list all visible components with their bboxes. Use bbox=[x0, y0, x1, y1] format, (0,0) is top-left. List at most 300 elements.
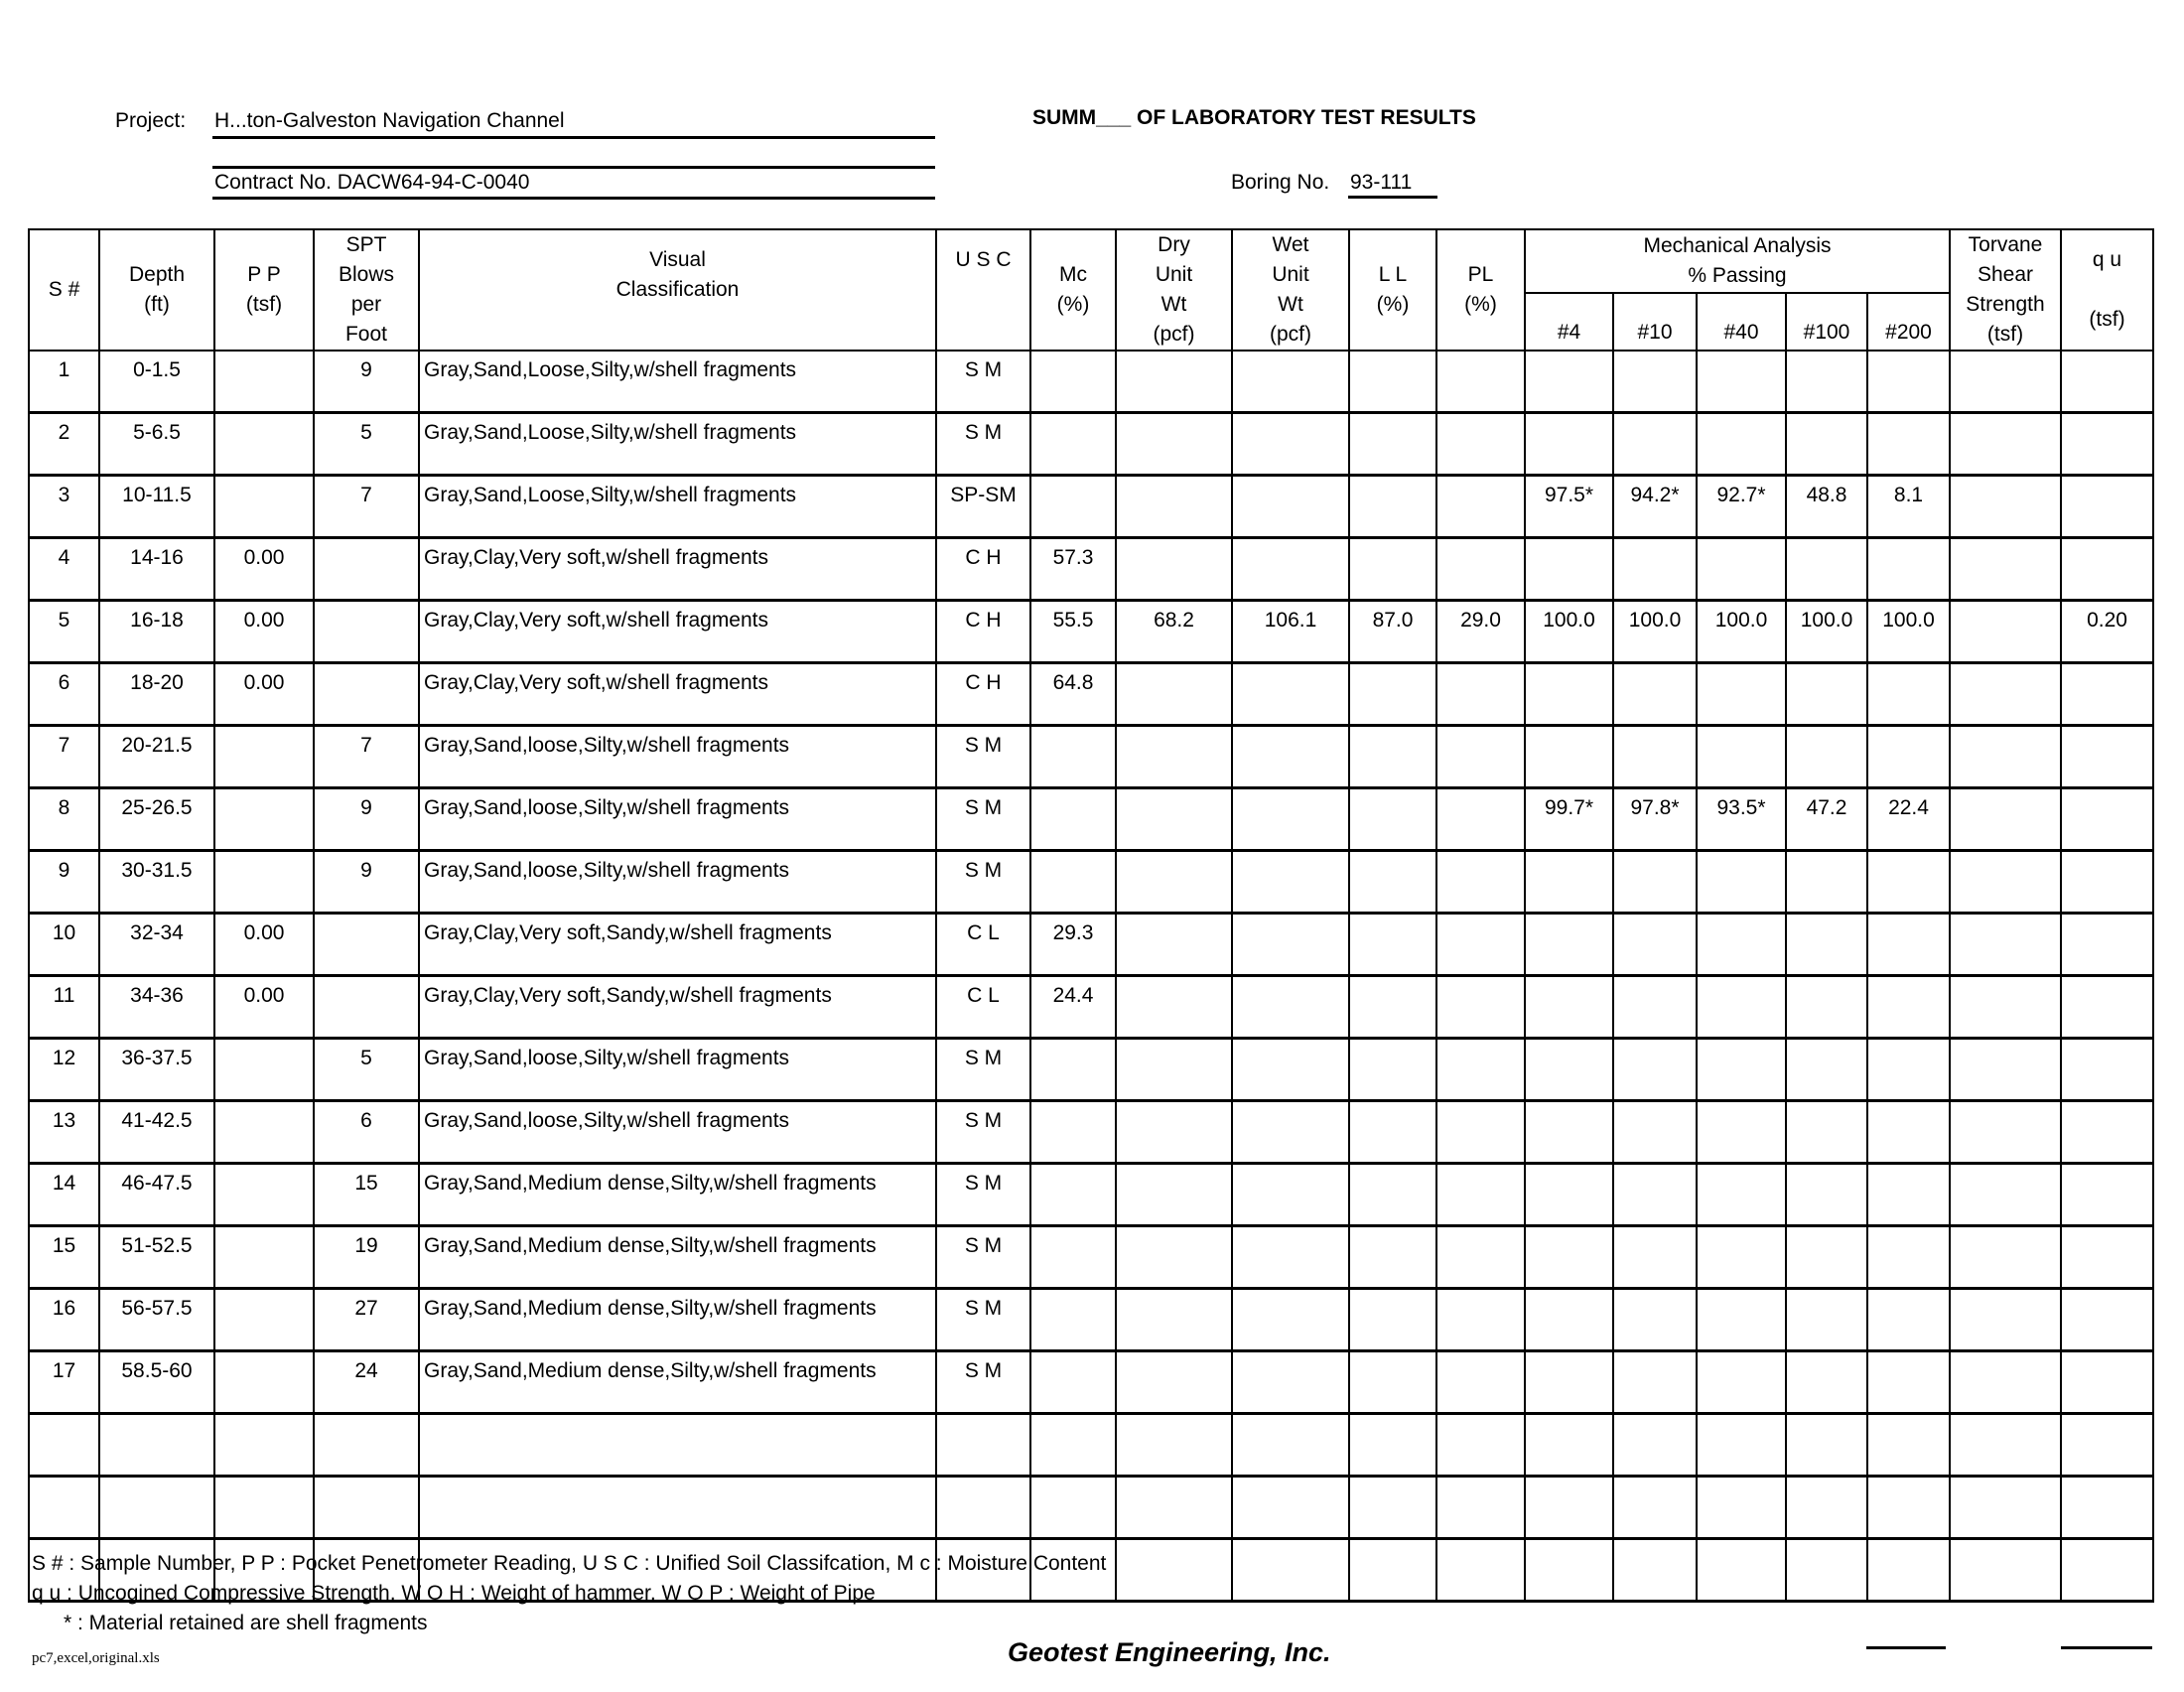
cell-wet-unit-wt: 106.1 bbox=[1232, 601, 1349, 663]
cell-passing-10: 94.2* bbox=[1613, 476, 1697, 538]
source-filename: pc7,excel,original.xls bbox=[32, 1650, 160, 1666]
col-header-dry-unit-wt: Dry Unit Wt (pcf) bbox=[1116, 229, 1232, 351]
cell-spt-blows: 27 bbox=[314, 1289, 419, 1351]
cell-liquid-limit bbox=[1349, 976, 1436, 1039]
table-row bbox=[29, 351, 2153, 413]
cell-moisture-content bbox=[1030, 726, 1116, 788]
cell-wet-unit-wt bbox=[1232, 476, 1349, 538]
col-header-sieve-10: #10 bbox=[1613, 293, 1697, 351]
cell-passing-40 bbox=[1697, 1414, 1786, 1477]
cell-liquid-limit bbox=[1349, 351, 1436, 413]
cell-passing-40 bbox=[1697, 1351, 1786, 1414]
cell-dry-unit-wt bbox=[1116, 788, 1232, 851]
cell-pocket-penetrometer: 0.00 bbox=[214, 663, 314, 726]
cell-passing-10 bbox=[1613, 413, 1697, 476]
table-row bbox=[29, 1414, 2153, 1477]
cell-passing-200 bbox=[1867, 351, 1950, 413]
cell-torvane-shear bbox=[1950, 538, 2061, 601]
cell-wet-unit-wt bbox=[1232, 788, 1349, 851]
cell-passing-100 bbox=[1786, 663, 1867, 726]
cell-passing-200 bbox=[1867, 663, 1950, 726]
cell-passing-200 bbox=[1867, 1164, 1950, 1226]
cell-pocket-penetrometer bbox=[214, 851, 314, 914]
cell-liquid-limit bbox=[1349, 914, 1436, 976]
cell-moisture-content bbox=[1030, 1414, 1116, 1477]
cell-qu bbox=[2061, 538, 2153, 601]
cell-dry-unit-wt bbox=[1116, 1414, 1232, 1477]
cell-visual-classification: Gray,Clay,Very soft,Sandy,w/shell fragments bbox=[419, 914, 936, 976]
cell-passing-100 bbox=[1786, 413, 1867, 476]
cell-depth: 10-11.5 bbox=[99, 476, 214, 538]
cell-dry-unit-wt bbox=[1116, 351, 1232, 413]
cell-passing-200 bbox=[1867, 851, 1950, 914]
cell-passing-200: 22.4 bbox=[1867, 788, 1950, 851]
cell-passing-10 bbox=[1613, 914, 1697, 976]
cell-passing-100 bbox=[1786, 851, 1867, 914]
cell-liquid-limit bbox=[1349, 1289, 1436, 1351]
cell-qu bbox=[2061, 1351, 2153, 1414]
cell-visual-classification: Gray,Sand,Loose,Silty,w/shell fragments bbox=[419, 476, 936, 538]
cell-passing-4 bbox=[1525, 1164, 1613, 1226]
cell-plastic-limit bbox=[1436, 1539, 1525, 1602]
cell-pocket-penetrometer bbox=[214, 1414, 314, 1477]
cell-wet-unit-wt bbox=[1232, 1351, 1349, 1414]
cell-passing-10 bbox=[1613, 1414, 1697, 1477]
table-row bbox=[29, 1164, 2153, 1226]
cell-spt-blows: 5 bbox=[314, 413, 419, 476]
col-header-usc: U S C bbox=[936, 229, 1030, 351]
cell-moisture-content bbox=[1030, 351, 1116, 413]
cell-sample-number bbox=[29, 1414, 99, 1477]
cell-sample-number: 14 bbox=[29, 1164, 99, 1226]
cell-wet-unit-wt bbox=[1232, 851, 1349, 914]
cell-plastic-limit bbox=[1436, 351, 1525, 413]
cell-pocket-penetrometer bbox=[214, 726, 314, 788]
table-row bbox=[29, 1351, 2153, 1414]
project-value: H...ton-Galveston Navigation Channel bbox=[214, 109, 565, 132]
cell-qu bbox=[2061, 1289, 2153, 1351]
cell-qu bbox=[2061, 663, 2153, 726]
cell-visual-classification: Gray,Sand,Medium dense,Silty,w/shell fragments bbox=[419, 1351, 936, 1414]
cell-moisture-content: 24.4 bbox=[1030, 976, 1116, 1039]
cell-plastic-limit bbox=[1436, 1226, 1525, 1289]
cell-dry-unit-wt bbox=[1116, 1477, 1232, 1539]
cell-plastic-limit bbox=[1436, 788, 1525, 851]
cell-passing-100 bbox=[1786, 1164, 1867, 1226]
boring-number: 93-111 bbox=[1350, 171, 1413, 194]
cell-passing-100: 47.2 bbox=[1786, 788, 1867, 851]
contract-underline bbox=[212, 197, 935, 200]
cell-pocket-penetrometer bbox=[214, 476, 314, 538]
cell-wet-unit-wt bbox=[1232, 1477, 1349, 1539]
cell-passing-200 bbox=[1867, 976, 1950, 1039]
table-row bbox=[29, 1039, 2153, 1101]
cell-dry-unit-wt bbox=[1116, 663, 1232, 726]
cell-passing-100 bbox=[1786, 1414, 1867, 1477]
cell-dry-unit-wt bbox=[1116, 538, 1232, 601]
cell-liquid-limit bbox=[1349, 1351, 1436, 1414]
cell-liquid-limit bbox=[1349, 413, 1436, 476]
cell-passing-100 bbox=[1786, 1289, 1867, 1351]
cell-visual-classification bbox=[419, 1414, 936, 1477]
col-header-qu: q u (tsf) bbox=[2061, 229, 2153, 351]
cell-visual-classification: Gray,Clay,Very soft,w/shell fragments bbox=[419, 538, 936, 601]
cell-liquid-limit: 87.0 bbox=[1349, 601, 1436, 663]
cell-passing-10: 97.8* bbox=[1613, 788, 1697, 851]
cell-passing-100 bbox=[1786, 351, 1867, 413]
cell-dry-unit-wt bbox=[1116, 1289, 1232, 1351]
cell-pocket-penetrometer bbox=[214, 1477, 314, 1539]
cell-passing-40 bbox=[1697, 1164, 1786, 1226]
cell-passing-200 bbox=[1867, 538, 1950, 601]
table-row bbox=[29, 538, 2153, 601]
table-row bbox=[29, 851, 2153, 914]
cell-passing-200 bbox=[1867, 1414, 1950, 1477]
cell-usc: S M bbox=[936, 413, 1030, 476]
cell-passing-200 bbox=[1867, 1351, 1950, 1414]
cell-passing-4 bbox=[1525, 1039, 1613, 1101]
cell-liquid-limit bbox=[1349, 476, 1436, 538]
cell-plastic-limit bbox=[1436, 976, 1525, 1039]
cell-pocket-penetrometer: 0.00 bbox=[214, 538, 314, 601]
col-header-visual: Visual Classification bbox=[419, 229, 936, 351]
cell-qu: 0.20 bbox=[2061, 601, 2153, 663]
cell-plastic-limit bbox=[1436, 1164, 1525, 1226]
cell-spt-blows bbox=[314, 601, 419, 663]
cell-qu bbox=[2061, 788, 2153, 851]
cell-passing-4 bbox=[1525, 1226, 1613, 1289]
cell-passing-10 bbox=[1613, 726, 1697, 788]
cell-depth: 51-52.5 bbox=[99, 1226, 214, 1289]
cell-qu bbox=[2061, 476, 2153, 538]
boring-underline bbox=[1348, 196, 1437, 199]
col-header-mc: Mc (%) bbox=[1030, 229, 1116, 351]
table-row bbox=[29, 663, 2153, 726]
cell-usc bbox=[936, 1414, 1030, 1477]
cell-torvane-shear bbox=[1950, 788, 2061, 851]
cell-usc: S M bbox=[936, 1351, 1030, 1414]
cell-depth bbox=[99, 1414, 214, 1477]
cell-passing-4 bbox=[1525, 914, 1613, 976]
cell-torvane-shear bbox=[1950, 726, 2061, 788]
cell-passing-40 bbox=[1697, 1101, 1786, 1164]
cell-passing-40 bbox=[1697, 1226, 1786, 1289]
cell-passing-200 bbox=[1867, 1039, 1950, 1101]
cell-passing-100 bbox=[1786, 914, 1867, 976]
cell-pocket-penetrometer: 0.00 bbox=[214, 601, 314, 663]
cell-qu bbox=[2061, 914, 2153, 976]
col-header-sieve-40: #40 bbox=[1697, 293, 1786, 351]
cell-qu bbox=[2061, 976, 2153, 1039]
cell-pocket-penetrometer bbox=[214, 1351, 314, 1414]
cell-plastic-limit: 29.0 bbox=[1436, 601, 1525, 663]
cell-passing-200: 100.0 bbox=[1867, 601, 1950, 663]
cell-visual-classification: Gray,Clay,Very soft,w/shell fragments bbox=[419, 601, 936, 663]
cell-passing-10 bbox=[1613, 663, 1697, 726]
cell-usc: C H bbox=[936, 663, 1030, 726]
cell-sample-number: 9 bbox=[29, 851, 99, 914]
cell-passing-4 bbox=[1525, 413, 1613, 476]
cell-sample-number: 2 bbox=[29, 413, 99, 476]
cell-passing-4: 97.5* bbox=[1525, 476, 1613, 538]
cell-wet-unit-wt bbox=[1232, 1226, 1349, 1289]
cell-usc: S M bbox=[936, 1289, 1030, 1351]
cell-usc: C L bbox=[936, 976, 1030, 1039]
cell-depth: 25-26.5 bbox=[99, 788, 214, 851]
cell-passing-100 bbox=[1786, 726, 1867, 788]
project-label: Project: bbox=[115, 109, 187, 132]
cell-passing-10 bbox=[1613, 1226, 1697, 1289]
cell-sample-number: 13 bbox=[29, 1101, 99, 1164]
cell-passing-10: 100.0 bbox=[1613, 601, 1697, 663]
cell-plastic-limit bbox=[1436, 726, 1525, 788]
cell-plastic-limit bbox=[1436, 538, 1525, 601]
cell-passing-4 bbox=[1525, 1414, 1613, 1477]
cell-dry-unit-wt bbox=[1116, 1351, 1232, 1414]
cell-qu bbox=[2061, 1164, 2153, 1226]
table-row bbox=[29, 914, 2153, 976]
cell-wet-unit-wt bbox=[1232, 914, 1349, 976]
cell-passing-10 bbox=[1613, 1039, 1697, 1101]
cell-wet-unit-wt bbox=[1232, 976, 1349, 1039]
cell-passing-4 bbox=[1525, 538, 1613, 601]
col-header-pl: PL (%) bbox=[1436, 229, 1525, 351]
cell-spt-blows: 15 bbox=[314, 1164, 419, 1226]
cell-qu bbox=[2061, 726, 2153, 788]
cell-passing-100 bbox=[1786, 1351, 1867, 1414]
cell-passing-40: 92.7* bbox=[1697, 476, 1786, 538]
cell-liquid-limit bbox=[1349, 538, 1436, 601]
cell-torvane-shear bbox=[1950, 476, 2061, 538]
cell-depth: 36-37.5 bbox=[99, 1039, 214, 1101]
cell-usc: S M bbox=[936, 1226, 1030, 1289]
cell-wet-unit-wt bbox=[1232, 351, 1349, 413]
cell-usc: S M bbox=[936, 851, 1030, 914]
cell-visual-classification bbox=[419, 1477, 936, 1539]
cell-dry-unit-wt bbox=[1116, 1164, 1232, 1226]
cell-passing-40 bbox=[1697, 663, 1786, 726]
cell-dry-unit-wt bbox=[1116, 976, 1232, 1039]
cell-torvane-shear bbox=[1950, 1164, 2061, 1226]
cell-depth: 0-1.5 bbox=[99, 351, 214, 413]
cell-wet-unit-wt bbox=[1232, 726, 1349, 788]
cell-spt-blows: 5 bbox=[314, 1039, 419, 1101]
col-header-torvane: Torvane Shear Strength (tsf) bbox=[1950, 229, 2061, 351]
cell-torvane-shear bbox=[1950, 1477, 2061, 1539]
cell-dry-unit-wt bbox=[1116, 726, 1232, 788]
cell-qu bbox=[2061, 413, 2153, 476]
cell-spt-blows: 7 bbox=[314, 726, 419, 788]
cell-passing-10 bbox=[1613, 1164, 1697, 1226]
cell-spt-blows: 9 bbox=[314, 351, 419, 413]
cell-passing-100 bbox=[1786, 538, 1867, 601]
cell-passing-10 bbox=[1613, 1351, 1697, 1414]
cell-passing-10 bbox=[1613, 1101, 1697, 1164]
cell-sample-number: 5 bbox=[29, 601, 99, 663]
page-title: SUMM___ OF LABORATORY TEST RESULTS bbox=[1032, 106, 1476, 129]
cell-depth: 41-42.5 bbox=[99, 1101, 214, 1164]
cell-passing-100 bbox=[1786, 1226, 1867, 1289]
cell-passing-40 bbox=[1697, 538, 1786, 601]
cell-passing-40: 93.5* bbox=[1697, 788, 1786, 851]
cell-liquid-limit bbox=[1349, 788, 1436, 851]
cell-dry-unit-wt bbox=[1116, 1226, 1232, 1289]
cell-moisture-content: 29.3 bbox=[1030, 914, 1116, 976]
cell-passing-10 bbox=[1613, 351, 1697, 413]
cell-spt-blows bbox=[314, 976, 419, 1039]
cell-sample-number bbox=[29, 1477, 99, 1539]
cell-moisture-content: 57.3 bbox=[1030, 538, 1116, 601]
col-header-sieve-200: #200 bbox=[1867, 293, 1950, 351]
cell-sample-number: 15 bbox=[29, 1226, 99, 1289]
cell-usc: S M bbox=[936, 1164, 1030, 1226]
cell-passing-100: 48.8 bbox=[1786, 476, 1867, 538]
cell-passing-200 bbox=[1867, 1289, 1950, 1351]
cell-passing-40 bbox=[1697, 726, 1786, 788]
cell-visual-classification: Gray,Sand,loose,Silty,w/shell fragments bbox=[419, 726, 936, 788]
cell-passing-4 bbox=[1525, 1477, 1613, 1539]
cell-sample-number: 10 bbox=[29, 914, 99, 976]
cell-plastic-limit bbox=[1436, 914, 1525, 976]
cell-usc: C H bbox=[936, 601, 1030, 663]
cell-liquid-limit bbox=[1349, 1164, 1436, 1226]
cell-passing-4 bbox=[1525, 851, 1613, 914]
cell-passing-40 bbox=[1697, 1477, 1786, 1539]
cell-usc: S M bbox=[936, 1039, 1030, 1101]
cell-torvane-shear bbox=[1950, 1226, 2061, 1289]
cell-sample-number: 7 bbox=[29, 726, 99, 788]
cell-moisture-content: 55.5 bbox=[1030, 601, 1116, 663]
cell-pocket-penetrometer: 0.00 bbox=[214, 976, 314, 1039]
cell-spt-blows: 7 bbox=[314, 476, 419, 538]
cell-passing-200 bbox=[1867, 726, 1950, 788]
table-row bbox=[29, 1477, 2153, 1539]
cell-passing-10 bbox=[1613, 1539, 1697, 1602]
cell-qu bbox=[2061, 1539, 2153, 1602]
cell-plastic-limit bbox=[1436, 476, 1525, 538]
table-row bbox=[29, 976, 2153, 1039]
cell-moisture-content bbox=[1030, 1164, 1116, 1226]
cell-pocket-penetrometer bbox=[214, 351, 314, 413]
signature-line-1 bbox=[1866, 1646, 1946, 1649]
cell-passing-40 bbox=[1697, 851, 1786, 914]
cell-visual-classification: Gray,Sand,loose,Silty,w/shell fragments bbox=[419, 1039, 936, 1101]
cell-liquid-limit bbox=[1349, 1226, 1436, 1289]
cell-spt-blows bbox=[314, 914, 419, 976]
cell-wet-unit-wt bbox=[1232, 1039, 1349, 1101]
cell-qu bbox=[2061, 1226, 2153, 1289]
cell-wet-unit-wt bbox=[1232, 1289, 1349, 1351]
cell-usc bbox=[936, 1477, 1030, 1539]
cell-spt-blows: 6 bbox=[314, 1101, 419, 1164]
cell-moisture-content bbox=[1030, 788, 1116, 851]
cell-visual-classification: Gray,Clay,Very soft,Sandy,w/shell fragments bbox=[419, 976, 936, 1039]
table-row bbox=[29, 1101, 2153, 1164]
cell-moisture-content bbox=[1030, 413, 1116, 476]
cell-qu bbox=[2061, 351, 2153, 413]
cell-plastic-limit bbox=[1436, 1477, 1525, 1539]
cell-dry-unit-wt bbox=[1116, 1101, 1232, 1164]
legend-line-2: q u : Uncogined Compressive Strength, W O H : Weight of hammer, W O P : Weight of Pipe bbox=[32, 1582, 876, 1605]
cell-plastic-limit bbox=[1436, 1101, 1525, 1164]
cell-torvane-shear bbox=[1950, 413, 2061, 476]
cell-plastic-limit bbox=[1436, 413, 1525, 476]
col-header-mechanical-analysis: Mechanical Analysis % Passing bbox=[1525, 229, 1950, 293]
contract-overline bbox=[212, 166, 935, 169]
cell-liquid-limit bbox=[1349, 1477, 1436, 1539]
project-underline bbox=[212, 136, 935, 139]
cell-sample-number: 1 bbox=[29, 351, 99, 413]
cell-visual-classification: Gray,Sand,Medium dense,Silty,w/shell fragments bbox=[419, 1226, 936, 1289]
cell-passing-4 bbox=[1525, 1101, 1613, 1164]
cell-torvane-shear bbox=[1950, 351, 2061, 413]
table-row bbox=[29, 1226, 2153, 1289]
cell-passing-200 bbox=[1867, 1226, 1950, 1289]
col-header-depth: Depth (ft) bbox=[99, 229, 214, 351]
cell-visual-classification: Gray,Sand,loose,Silty,w/shell fragments bbox=[419, 851, 936, 914]
cell-spt-blows bbox=[314, 663, 419, 726]
cell-passing-40 bbox=[1697, 351, 1786, 413]
cell-wet-unit-wt bbox=[1232, 1414, 1349, 1477]
table-row bbox=[29, 788, 2153, 851]
cell-wet-unit-wt bbox=[1232, 1539, 1349, 1602]
cell-depth bbox=[99, 1477, 214, 1539]
cell-passing-10 bbox=[1613, 538, 1697, 601]
cell-usc: C L bbox=[936, 914, 1030, 976]
cell-dry-unit-wt bbox=[1116, 914, 1232, 976]
cell-passing-4 bbox=[1525, 351, 1613, 413]
cell-dry-unit-wt: 68.2 bbox=[1116, 601, 1232, 663]
cell-usc: S M bbox=[936, 726, 1030, 788]
cell-usc: S M bbox=[936, 351, 1030, 413]
cell-torvane-shear bbox=[1950, 1101, 2061, 1164]
cell-passing-200 bbox=[1867, 1477, 1950, 1539]
cell-passing-100 bbox=[1786, 1539, 1867, 1602]
cell-passing-40 bbox=[1697, 1539, 1786, 1602]
cell-spt-blows bbox=[314, 1414, 419, 1477]
cell-dry-unit-wt bbox=[1116, 1539, 1232, 1602]
cell-passing-4 bbox=[1525, 1289, 1613, 1351]
cell-usc: S M bbox=[936, 788, 1030, 851]
cell-torvane-shear bbox=[1950, 1289, 2061, 1351]
table-row bbox=[29, 726, 2153, 788]
lab-results-table bbox=[28, 228, 2154, 1603]
cell-moisture-content: 64.8 bbox=[1030, 663, 1116, 726]
cell-pocket-penetrometer bbox=[214, 1289, 314, 1351]
cell-qu bbox=[2061, 1477, 2153, 1539]
cell-sample-number: 3 bbox=[29, 476, 99, 538]
cell-sample-number: 6 bbox=[29, 663, 99, 726]
cell-passing-4 bbox=[1525, 1539, 1613, 1602]
cell-plastic-limit bbox=[1436, 1289, 1525, 1351]
cell-qu bbox=[2061, 1414, 2153, 1477]
cell-wet-unit-wt bbox=[1232, 1101, 1349, 1164]
cell-passing-4: 99.7* bbox=[1525, 788, 1613, 851]
table-row bbox=[29, 476, 2153, 538]
col-header-wet-unit-wt: Wet Unit Wt (pcf) bbox=[1232, 229, 1349, 351]
cell-moisture-content bbox=[1030, 1039, 1116, 1101]
cell-passing-40 bbox=[1697, 413, 1786, 476]
col-header-ll: L L (%) bbox=[1349, 229, 1436, 351]
cell-passing-200 bbox=[1867, 914, 1950, 976]
cell-dry-unit-wt bbox=[1116, 476, 1232, 538]
cell-passing-40 bbox=[1697, 976, 1786, 1039]
cell-passing-200 bbox=[1867, 1539, 1950, 1602]
col-header-pp: P P (tsf) bbox=[214, 229, 314, 351]
cell-torvane-shear bbox=[1950, 976, 2061, 1039]
cell-torvane-shear bbox=[1950, 601, 2061, 663]
cell-usc: S M bbox=[936, 1101, 1030, 1164]
